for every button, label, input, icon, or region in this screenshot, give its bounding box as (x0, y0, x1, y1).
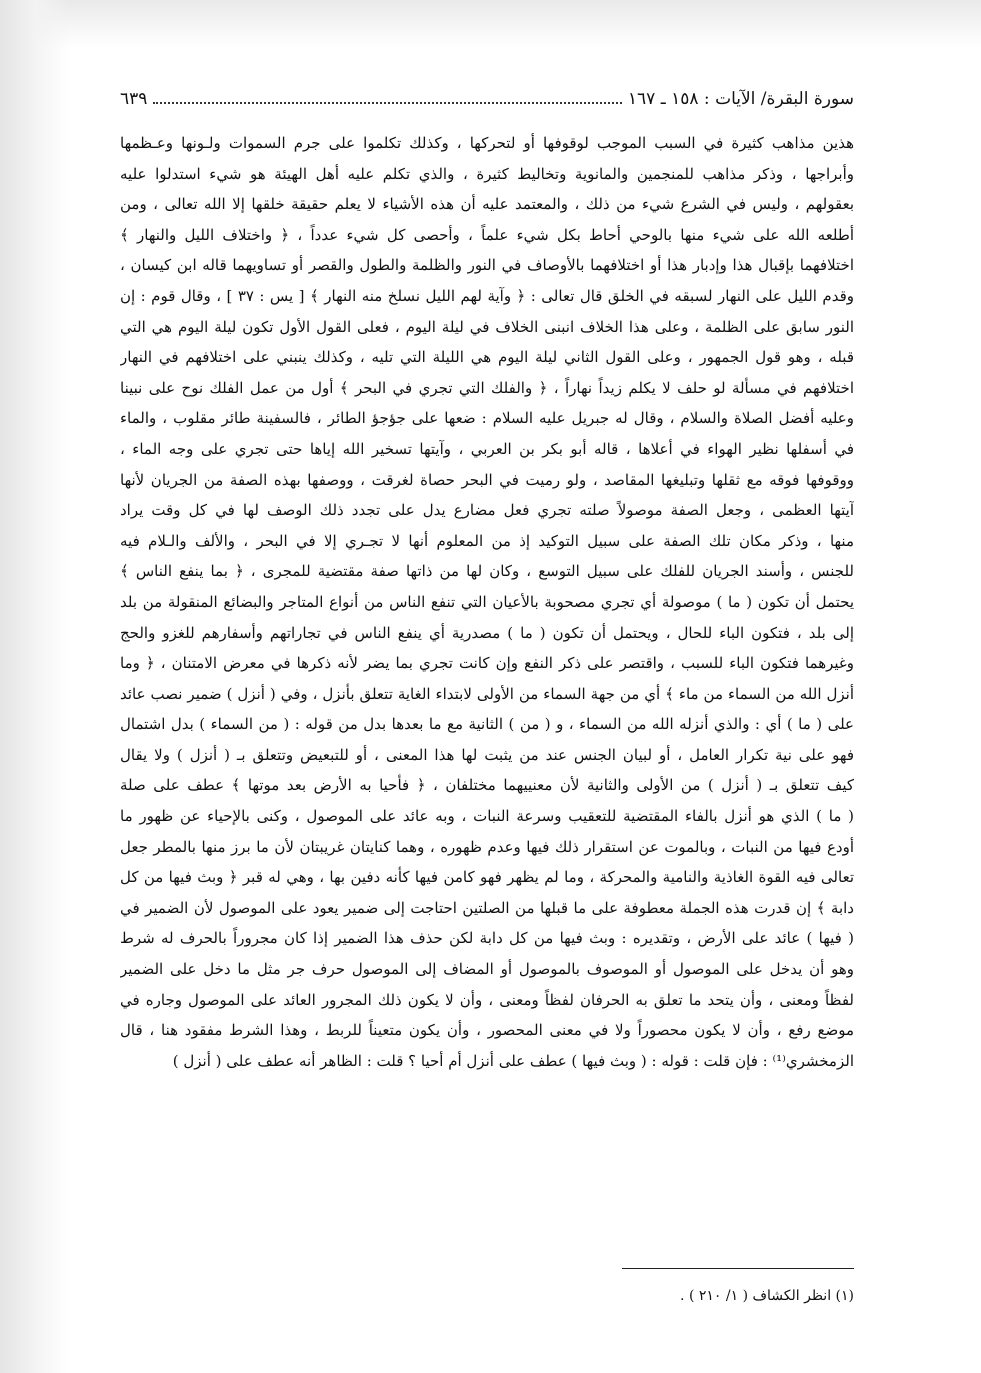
text-line: موضع رفع ، وأن لا يكون محصوراً ولا في معنى المحصور ، وأن يكون متعيناً للربط ، وهذا الشرط مفقود هنا ، قال (120, 1021, 854, 1040)
dotted-leader (153, 102, 622, 104)
text-line: يحتمل أن تكون ( ما ) موصولة أي تجري مصحوبة بالأعيان التي تنفع الناس من أنواع المتاجر والبضائع المنقولة من بلد (120, 592, 854, 611)
text-line: أودع فيها من النبات ، وبالموت عن استقرار ذلك فيها وعدم ظهوره ، وهما كنايتان غريبتان لأن ما برز منها بالمطر جعل (120, 837, 854, 856)
text-line: أنزل الله من السماء من ماء ﴾ أي من جهة السماء من الأولى لابتداء الغاية تتعلق بأنزل ، وفي ( أنزل ) ضمير نصب عائد (120, 684, 854, 703)
scan-edge-top (0, 0, 981, 48)
text-line: وأبراجها ، وذكر مذاهب للمنجمين والمانوية وتخاليط كثيرة ، والذي تكلم عليه أهل الهيئة هو شيء استدلوا عليه (120, 164, 854, 183)
footnote-separator (622, 1268, 854, 1269)
text-line: إلى بلد ، فتكون الباء للحال ، ويحتمل أن تكون ( ما ) مصدرية أي ينفع الناس في تجاراتهم وأسفارهم للغزو والحج (120, 623, 854, 642)
text-line: منها ، وذكر مكان تلك الصفة على سبيل التوكيد إذ من المعلوم أنها لا تجـري إلا في البحر ، والألف والـلام فيه (120, 531, 854, 550)
text-line: الزمخشري⁽¹⁾ : فإن قلت : قوله : ( وبث فيها ) عطف على أنزل أم أحيا ؟ قلت : الظاهر أنه عطف على ( أنزل ) (172, 1051, 854, 1070)
book-page (120, 84, 854, 1076)
text-line: للجنس ، وأسند الجريان للفلك على سبيل التوسع ، وكان لها من ذاتها صفة مقتضية للمجرى ، ﴿ بما ينفع الناس ﴾ (120, 562, 854, 581)
text-line: فهو على نية تكرار العامل ، أو لبيان الجنس عند من يثبت لها هذا المعنى ، أو للتبعيض وتتعلق بـ ( أنزل ) ولا يقال (120, 745, 854, 764)
text-line: لفظاً ومعنى ، وأن يتحد ما تعلق به الحرفان لفظاً ومعنى ، وأن لا يكون ذلك المجرور العائد على الموصول وجاره في (120, 990, 854, 1009)
text-line: اختلافهم في مسألة لو حلف لا يكلم زيداً نهاراً ، ﴿ والفلك التي تجري في البحر ﴾ أول من عمل الفلك نوح على نبينا (120, 378, 854, 397)
text-line: دابة ﴾ إن قدرت هذه الجملة معطوفة على ما قبلها من الصلتين احتاجت إلى ضمير يعود على الموصول لأن الضمير في (120, 898, 854, 917)
page-number: ٦٣٩ (120, 89, 148, 109)
running-header (120, 84, 854, 114)
text-line: اختلافهما بإقبال هذا وإدبار هذا أو اختلافهما بالأوصاف في النور والظلمة والطول والقصر أو تساويهما قاله ابن كيسان ، (120, 256, 854, 275)
text-line: وغيرهما فتكون الباء للسبب ، واقتصر على ذكر النفع وإن كانت تجري بما يضر لأنه ذكرها في معرض الامتنان ، ﴿ وما (120, 654, 854, 673)
text-line: قبله ، وهو قول الجمهور ، وعلى القول الثاني ليلة اليوم هي الليلة التي تليه ، وكذلك ينبني على اختلافهم في النهار (120, 348, 854, 367)
text-line: وهو أن يدخل على الموصول أو الموصوف بالموصول أو المضاف إلى الموصول حرف جر مثل ما دخل على الضمير (120, 960, 854, 979)
footnote: (١) انظر الكشاف ( ١/ ٢١٠ ) . (680, 1288, 854, 1304)
text-line: تعالى فيه القوة الغاذية والنامية والمحركة ، وما لم يظهر فهو كامن فيها كأنه دفين بها ، وهي له قبر ﴿ وبث فيها من كل (120, 868, 854, 887)
text-line: أطلعه الله على شيء منها بالوحي أحاط بكل شيء علماً ، وأحصى كل شيء عدداً ، ﴿ واختلاف الليل والنهار ﴾ (120, 225, 854, 244)
text-line: في أسفلها نظير الهواء في أعلاها ، قاله أبو بكر بن العربي ، وآيتها تسخير الله إياها حتى تجري على وجه الماء ، (120, 439, 854, 458)
body-text (120, 128, 854, 1076)
running-title: سورة البقرة/ الآيات : ١٥٨ ـ ١٦٧ (627, 89, 854, 109)
scan-edge-left (0, 0, 70, 1373)
text-line: هذين مذاهب كثيرة في السبب الموجب لوقوفها أو لتحركها ، وكذلك تكلموا على جرم السموات ولـونها وعـظمها (120, 134, 854, 152)
text-line: وعليه أفضل الصلاة والسلام ، وقال له جبريل عليه السلام : ضعها على جؤجؤ الطائر ، فالسفينة طائر مقلوب ، والماء (120, 409, 854, 428)
text-line: على ( ما ) أي : والذي أنزله الله من السماء ، و ( من ) الثانية مع ما بعدها بدل من قوله : ( من السماء ) بدل اشتمال (120, 715, 854, 734)
text-line: كيف تتعلق بـ ( أنزل ) من الأولى والثانية لأن معنييهما مختلفان ، ﴿ فأحيا به الأرض بعد موتها ﴾ عطف على صلة (120, 776, 854, 795)
text-line: وقدم الليل على النهار لسبقه في الخلق قال تعالى : ﴿ وآية لهم الليل نسلخ منه النهار ﴾ [ يس : ٣٧ ] ، وقال قوم : إن (120, 286, 854, 305)
text-line: ( فيها ) عائد على الأرض ، وتقديره : وبث فيها من كل دابة لكن حذف هذا الضمير إذا كان مجروراً بالحرف له شرط (120, 929, 854, 948)
text-line: النور سابق على الظلمة ، وعلى هذا الخلاف انبنى الخلاف في ليلة اليوم ، فعلى القول الأول تكون ليلة اليوم هي التي (120, 317, 854, 336)
text-line: ( ما ) الذي هو أنزل بالفاء المقتضية للتعقيب وسرعة النبات ، وبه عائد على الموصول ، وكنى بالإحياء عن ظهور ما (120, 807, 854, 826)
text-line: بعقولهم ، وليس في الشرع شيء من ذلك ، والمعتمد عليه أن هذه الأشياء لا يعلم حقيقة خلقها إلا الله تعالى ، ومن (120, 195, 854, 214)
text-line: ووقوفها فوقه مع ثقلها وتبليغها المقاصد ، ولو رميت في البحر حصاة لغرقت ، ووصفها بهذه الصفة من الجريان لأنها (120, 470, 854, 489)
text-line: آيتها العظمى ، وجعل الصفة موصولاً صلته تجري فعل مضارع يدل على تجدد ذلك الوصف لها في كل وقت يراد (120, 501, 854, 520)
